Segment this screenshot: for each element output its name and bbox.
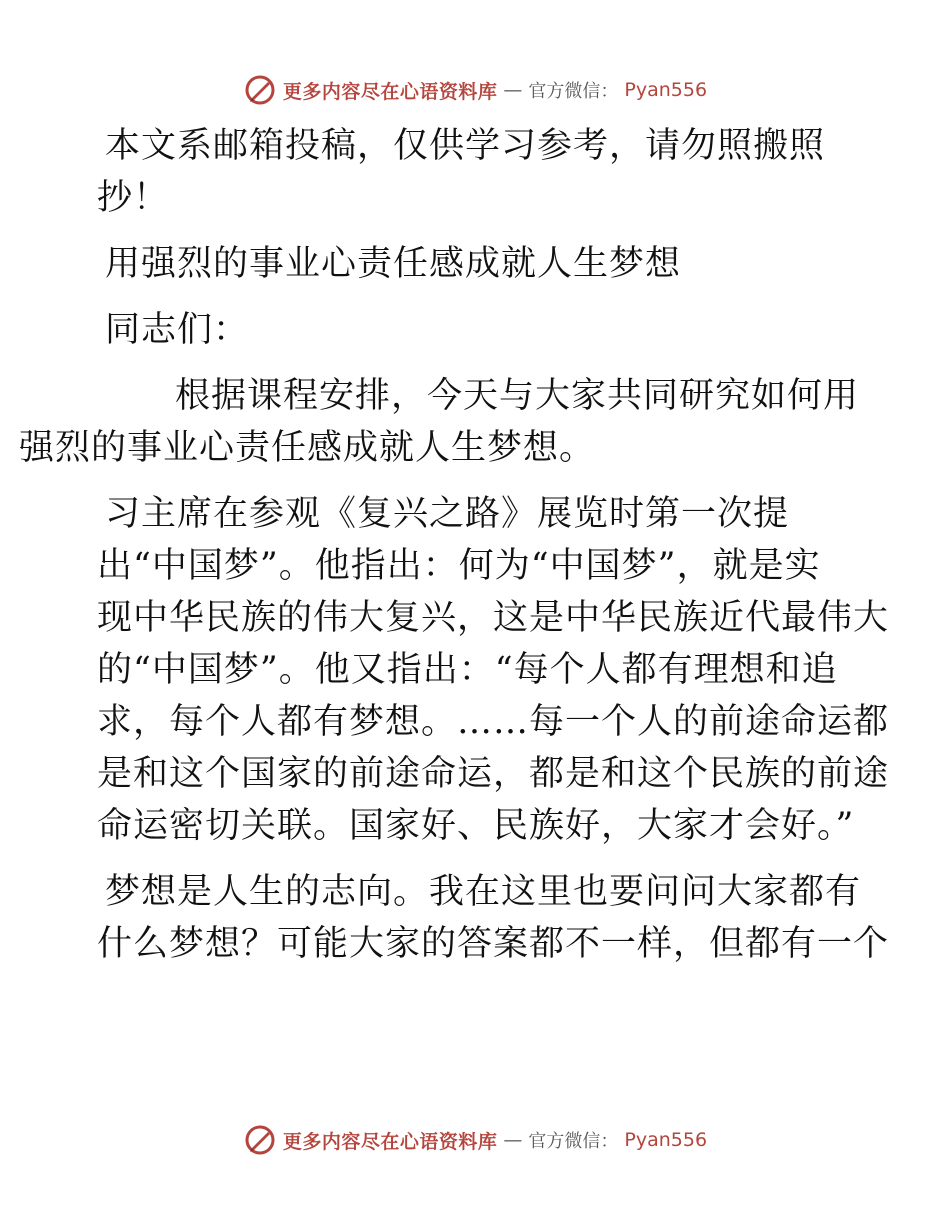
dream-paragraph — [97, 866, 890, 970]
header-banner — [0, 70, 950, 110]
quote-line: 的“中国梦”。他又指出：“每个人都有理想和追 — [97, 650, 838, 690]
intro-line: 强烈的事业心责任感成就人生梦想。 — [19, 428, 596, 468]
banner-wechat-label: 官方微信： — [528, 1131, 619, 1152]
notice-line: 抄！ — [97, 178, 170, 218]
dream-line: 什么梦想？可能大家的答案都不一样，但都有一个 — [97, 924, 890, 964]
intro-line: 根据课程安排，今天与大家共同研究如何用 — [175, 376, 860, 416]
intro-paragraph — [19, 370, 860, 474]
document-title: 用强烈的事业心责任感成就人生梦想 — [105, 244, 682, 284]
banner-wechat-id: Pyan556 — [624, 1129, 708, 1151]
banner-wechat-label: 官方微信： — [528, 81, 619, 102]
quote-line: 命运密切关联。国家好、民族好，大家才会好。” — [97, 806, 855, 846]
notice-paragraph — [97, 120, 857, 224]
quote-paragraph — [97, 488, 890, 852]
quote-line: 现中华民族的伟大复兴，这是中华民族近代最伟大 — [97, 598, 890, 638]
footer-banner — [0, 1120, 950, 1160]
notice-line: 本文系邮箱投稿，仅供学习参考，请勿照搬照 — [105, 126, 826, 166]
banner-separator: — — [503, 1129, 523, 1151]
dream-line: 梦想是人生的志向。我在这里也要问问大家都有 — [105, 872, 862, 912]
quote-line: 习主席在参观《复兴之路》展览时第一次提 — [105, 494, 790, 534]
banner-wechat-id: Pyan556 — [624, 79, 708, 101]
banner-title: 更多内容尽在心语资料库 — [282, 80, 498, 103]
quote-line: 是和这个国家的前途命运，都是和这个民族的前途 — [97, 754, 890, 794]
banner-title: 更多内容尽在心语资料库 — [282, 1130, 498, 1153]
quote-line: 求，每个人都有梦想。……每一个人的前途命运都 — [97, 702, 890, 742]
pen-logo-icon — [243, 73, 277, 107]
quote-line: 出“中国梦”。他指出：何为“中国梦”，就是实 — [97, 546, 821, 586]
banner-separator: — — [503, 79, 523, 101]
document-body — [19, 120, 890, 970]
salutation: 同志们： — [105, 310, 250, 350]
pen-logo-icon — [243, 1123, 277, 1157]
